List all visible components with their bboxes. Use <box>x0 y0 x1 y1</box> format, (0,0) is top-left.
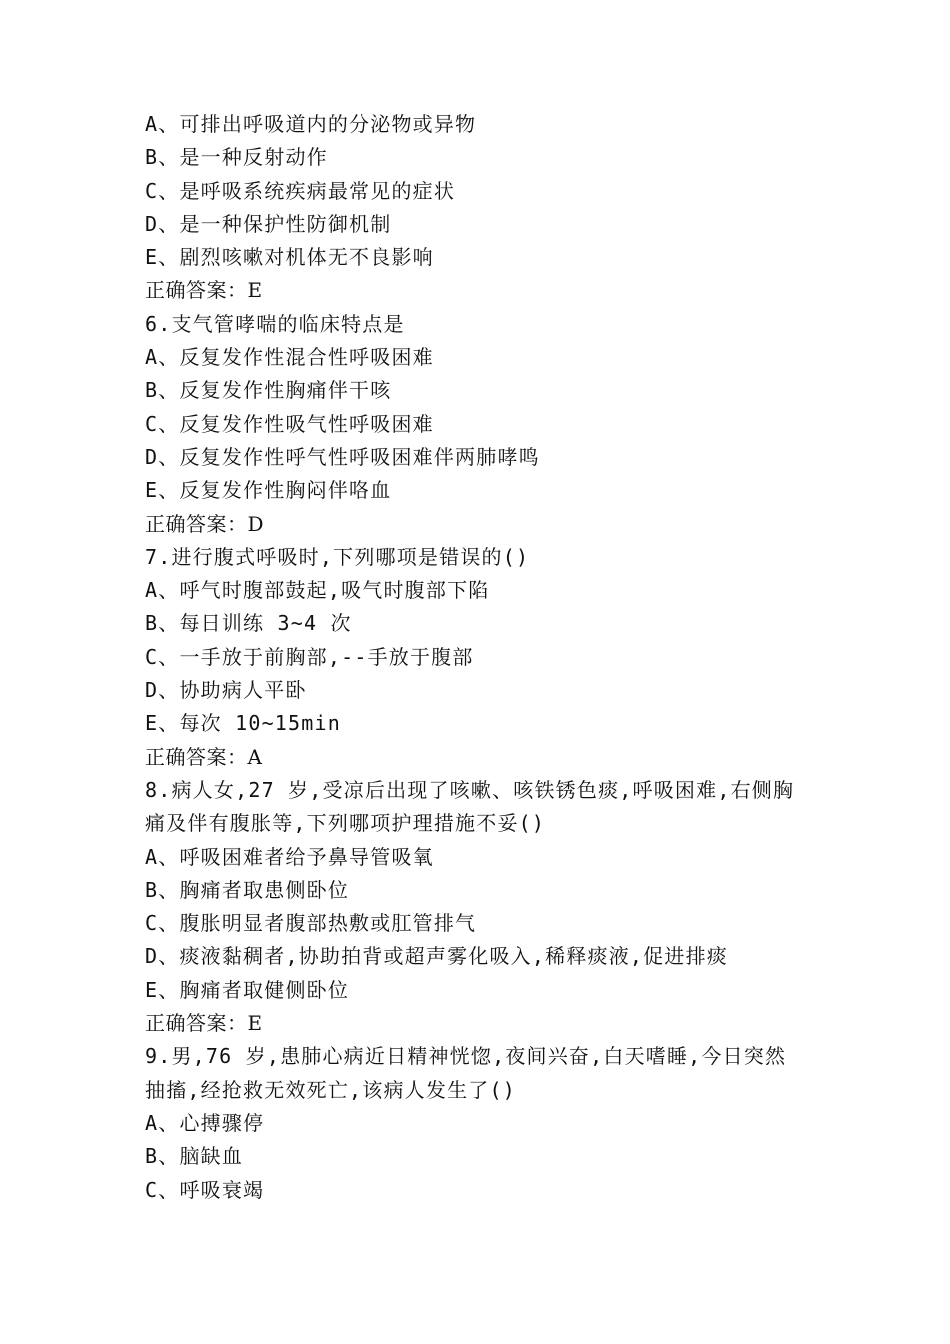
option-line: D、是一种保护性防御机制 <box>145 211 392 236</box>
document-page <box>145 108 825 1207</box>
option-line: A、呼吸困难者给予鼻导管吸氧 <box>145 844 434 869</box>
question-line: 6.支气管哮喘的临床特点是 <box>145 311 405 336</box>
answer-line: 正确答案：D <box>145 511 265 536</box>
answer-line: 正确答案：E <box>145 278 263 303</box>
option-line: A、可排出呼吸道内的分泌物或异物 <box>145 112 477 136</box>
option-line: E、每次 10~15min <box>145 711 342 736</box>
option-line: C、反复发作性吸气性呼吸困难 <box>145 411 434 436</box>
option-line: C、呼吸衰竭 <box>145 1177 265 1202</box>
option-line: E、反复发作性胸闷伴咯血 <box>145 478 392 503</box>
option-line: E、剧烈咳嗽对机体无不良影响 <box>145 245 434 270</box>
question-line: 抽搐,经抢救无效死亡,该病人发生了() <box>145 1077 516 1102</box>
option-line: B、胸痛者取患侧卧位 <box>145 877 350 902</box>
option-line: D、协助病人平卧 <box>145 678 307 703</box>
option-line: C、腹胀明显者腹部热敷或肛管排气 <box>145 911 477 936</box>
option-line: E、胸痛者取健侧卧位 <box>145 977 350 1002</box>
option-line: B、反复发作性胸痛伴干咳 <box>145 378 392 403</box>
question-line: 7.进行腹式呼吸时,下列哪项是错误的() <box>145 544 530 569</box>
option-line: D、反复发作性呼气性呼吸困难伴两肺哮鸣 <box>145 444 540 469</box>
question-line: 8.病人女,27 岁,受凉后出现了咳嗽、咳铁锈色痰,呼吸困难,右侧胸 <box>145 777 795 802</box>
question-line: 痛及伴有腹胀等,下列哪项护理措施不妥() <box>145 811 546 836</box>
option-line: A、反复发作性混合性呼吸困难 <box>145 345 434 370</box>
option-line: A、心搏骤停 <box>145 1110 265 1135</box>
answer-line: 正确答案：E <box>145 1011 263 1036</box>
option-line: C、是呼吸系统疾病最常见的症状 <box>145 178 456 203</box>
option-line: D、痰液黏稠者,协助拍背或超声雾化吸入,稀释痰液,促进排痰 <box>145 944 728 969</box>
option-line: A、呼气时腹部鼓起,吸气时腹部下陷 <box>145 578 490 603</box>
option-line: C、一手放于前胸部,--手放于腹部 <box>145 644 474 669</box>
question-line: 9.男,76 岁,患肺心病近日精神恍惚,夜间兴奋,白天嗜睡,今日突然 <box>145 1044 787 1069</box>
option-line: B、脑缺血 <box>145 1144 244 1169</box>
answer-line: 正确答案：A <box>145 744 263 769</box>
option-line: B、每日训练 3~4 次 <box>145 611 352 636</box>
option-line: B、是一种反射动作 <box>145 145 328 170</box>
